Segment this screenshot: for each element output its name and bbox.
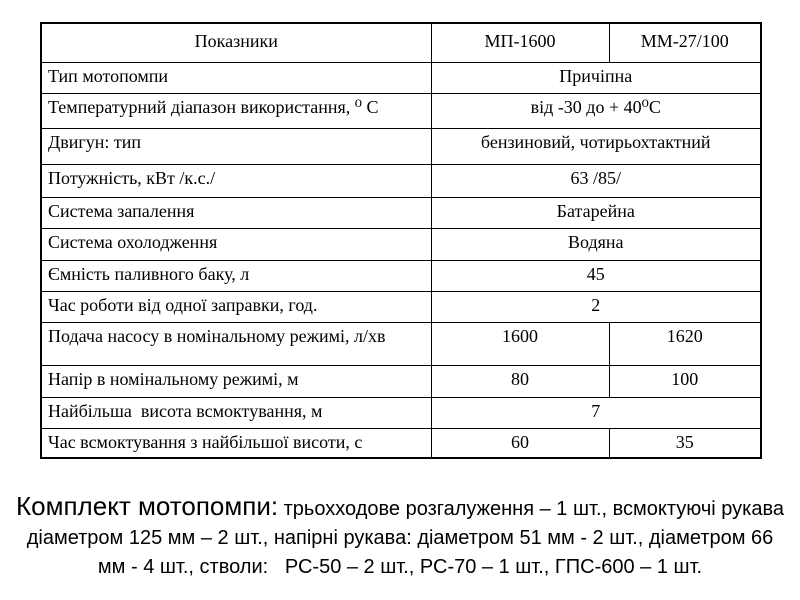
kit-description-items: трьохходове розгалуження – 1 шт., всмоктуючі рукава діаметром 125 мм – 2 шт., напірні рукава: діаметром 51 мм - 2 шт., діаметром 66 мм - 4 шт., стволи: РС-50 – 2 шт., РС-70 – 1 шт., ГПС-600 – 1 шт. [26,498,784,578]
row-value: 45 [431,260,761,291]
col-header-mp-1600: МП-1600 [431,23,609,62]
table-row [41,291,761,322]
table-row [41,128,761,164]
kit-description-title: Комплект мотопомпи: [16,491,279,521]
row-value-mm-27-100: 100 [609,365,761,397]
row-value-mm-27-100: 1620 [609,322,761,365]
table-row [41,62,761,93]
table-row [41,260,761,291]
row-value: 7 [431,397,761,428]
row-value-mp-1600: 60 [431,428,609,458]
table-row [41,365,761,397]
row-label: Потужність, кВт /к.с./ [41,164,431,197]
col-header-indicators: Показники [41,23,431,62]
row-value: 2 [431,291,761,322]
row-label: Система охолодження [41,228,431,260]
table-header-row [41,23,761,62]
row-value-mp-1600: 1600 [431,322,609,365]
row-label: Подача насосу в номінальному режимі, л/хв [41,322,431,365]
row-value: Причіпна [431,62,761,93]
table-row [41,397,761,428]
row-label: Час роботи від одної заправки, год. [41,291,431,322]
col-header-mm-27-100: ММ-27/100 [609,23,761,62]
table-row [41,428,761,458]
table-row [41,197,761,228]
table-row [41,322,761,365]
row-label: Двигун: тип [41,128,431,164]
table-row [41,228,761,260]
row-value-mp-1600: 80 [431,365,609,397]
row-value: Водяна [431,228,761,260]
row-label: Система запалення [41,197,431,228]
row-label: Найбільша висота всмоктування, м [41,397,431,428]
kit-description [16,492,784,582]
row-value: 63 /85/ [431,164,761,197]
table-row [41,164,761,197]
row-value: бензиновий, чотирьохтактний [431,128,761,164]
table-row [41,93,761,128]
row-value: Батарейна [431,197,761,228]
row-value: від -30 до + 40⁰С [431,93,761,128]
row-label: Температурний діапазон використання, ⁰ С [41,93,431,128]
row-label: Час всмоктування з найбільшої висоти, с [41,428,431,458]
spec-table [40,22,762,459]
row-label: Тип мотопомпи [41,62,431,93]
row-label: Ємність паливного баку, л [41,260,431,291]
row-label: Напір в номінальному режимі, м [41,365,431,397]
row-value-mm-27-100: 35 [609,428,761,458]
